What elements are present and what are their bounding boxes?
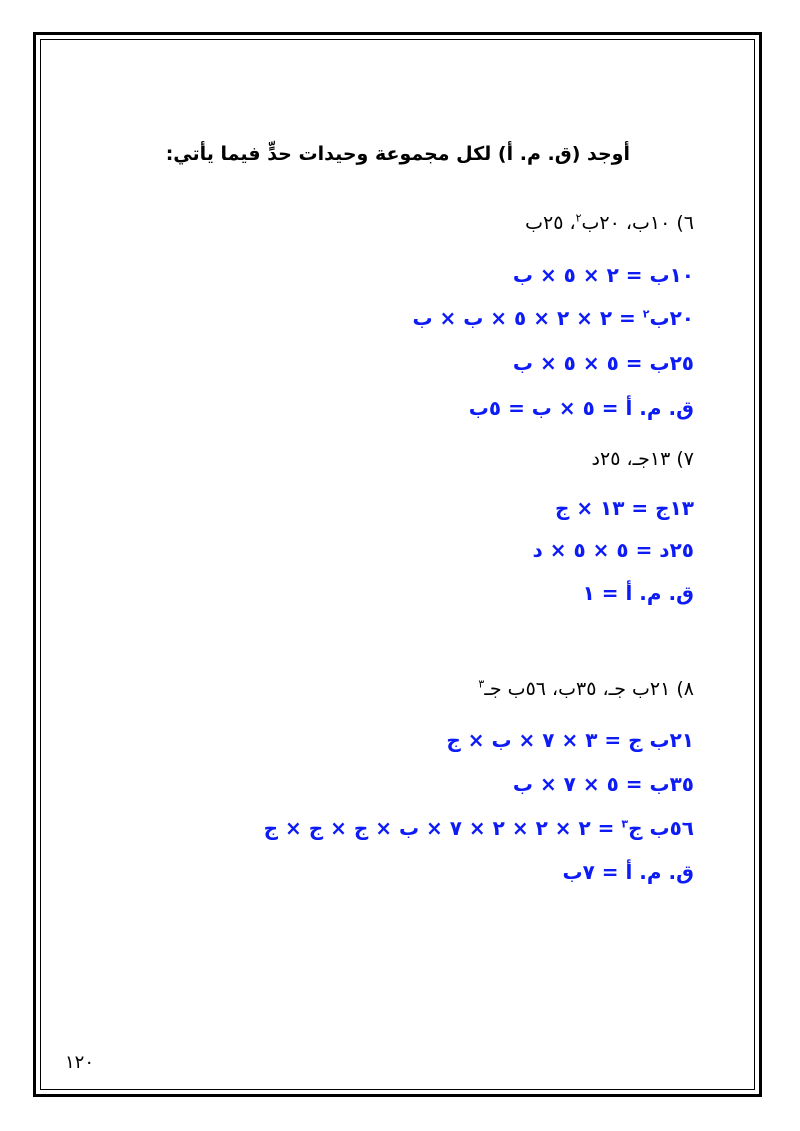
- problem-number: ٧): [676, 448, 694, 470]
- instruction-heading: أوجد (ق. م. أ) لكل مجموعة وحيدات حدٍّ فيما يأتي:: [165, 143, 630, 165]
- problem-8-header: [478, 678, 694, 700]
- problem-8-step-3: ٥٦ب ج$^٣$ = ٢ × ٢ × ٢ × ٧ × ب × ج × ج × ج: [263, 816, 694, 840]
- problem-8-answer: ق. م. أ = ٧ب: [562, 860, 694, 884]
- exponent: ٣: [621, 817, 629, 831]
- problem-7-header: [592, 448, 694, 470]
- problem-7-step-2: ٢٥د = ٥ × ٥ × د: [532, 538, 694, 562]
- problem-number: ٨): [676, 678, 694, 700]
- problem-8-step-2: ٣٥ب = ٥ × ٧ × ب: [512, 772, 694, 796]
- problem-terms: ٢١ب جـ، ٣٥ب، ٥٦ب جـ: [484, 678, 671, 700]
- page-number: ١٢٠: [65, 1052, 95, 1073]
- exponent: ٢: [575, 211, 582, 225]
- problem-terms: ١٠ب، ٢٠ب: [581, 212, 671, 234]
- exponent: ٢: [642, 307, 650, 321]
- problem-8-step-1: ٢١ب ج = ٣ × ٧ × ب × ج: [446, 728, 694, 752]
- problem-terms-tail: ، ٢٥ب: [525, 212, 576, 234]
- problem-6-answer: ق. م. أ = ٥ × ب = ٥ب: [468, 396, 694, 420]
- problem-6-step-1: ١٠ب = ٢ × ٥ × ب: [512, 263, 694, 287]
- problem-6-header: [525, 212, 694, 234]
- problem-6-step-3: ٢٥ب = ٥ × ٥ × ب: [512, 351, 694, 375]
- problem-7-answer: ق. م. أ = ١: [582, 581, 694, 605]
- problem-6-step-2: ٢٠ب$^٢$ = ٢ × ٢ × ٥ × ب × ب: [412, 306, 694, 330]
- problem-terms: ١٣جـ، ٢٥د: [591, 448, 671, 470]
- page-border-inner: [40, 39, 755, 1090]
- exponent: ٣: [478, 677, 485, 691]
- problem-7-step-1: ١٣ج = ١٣ × ج: [554, 496, 694, 520]
- problem-number: ٦): [676, 212, 694, 234]
